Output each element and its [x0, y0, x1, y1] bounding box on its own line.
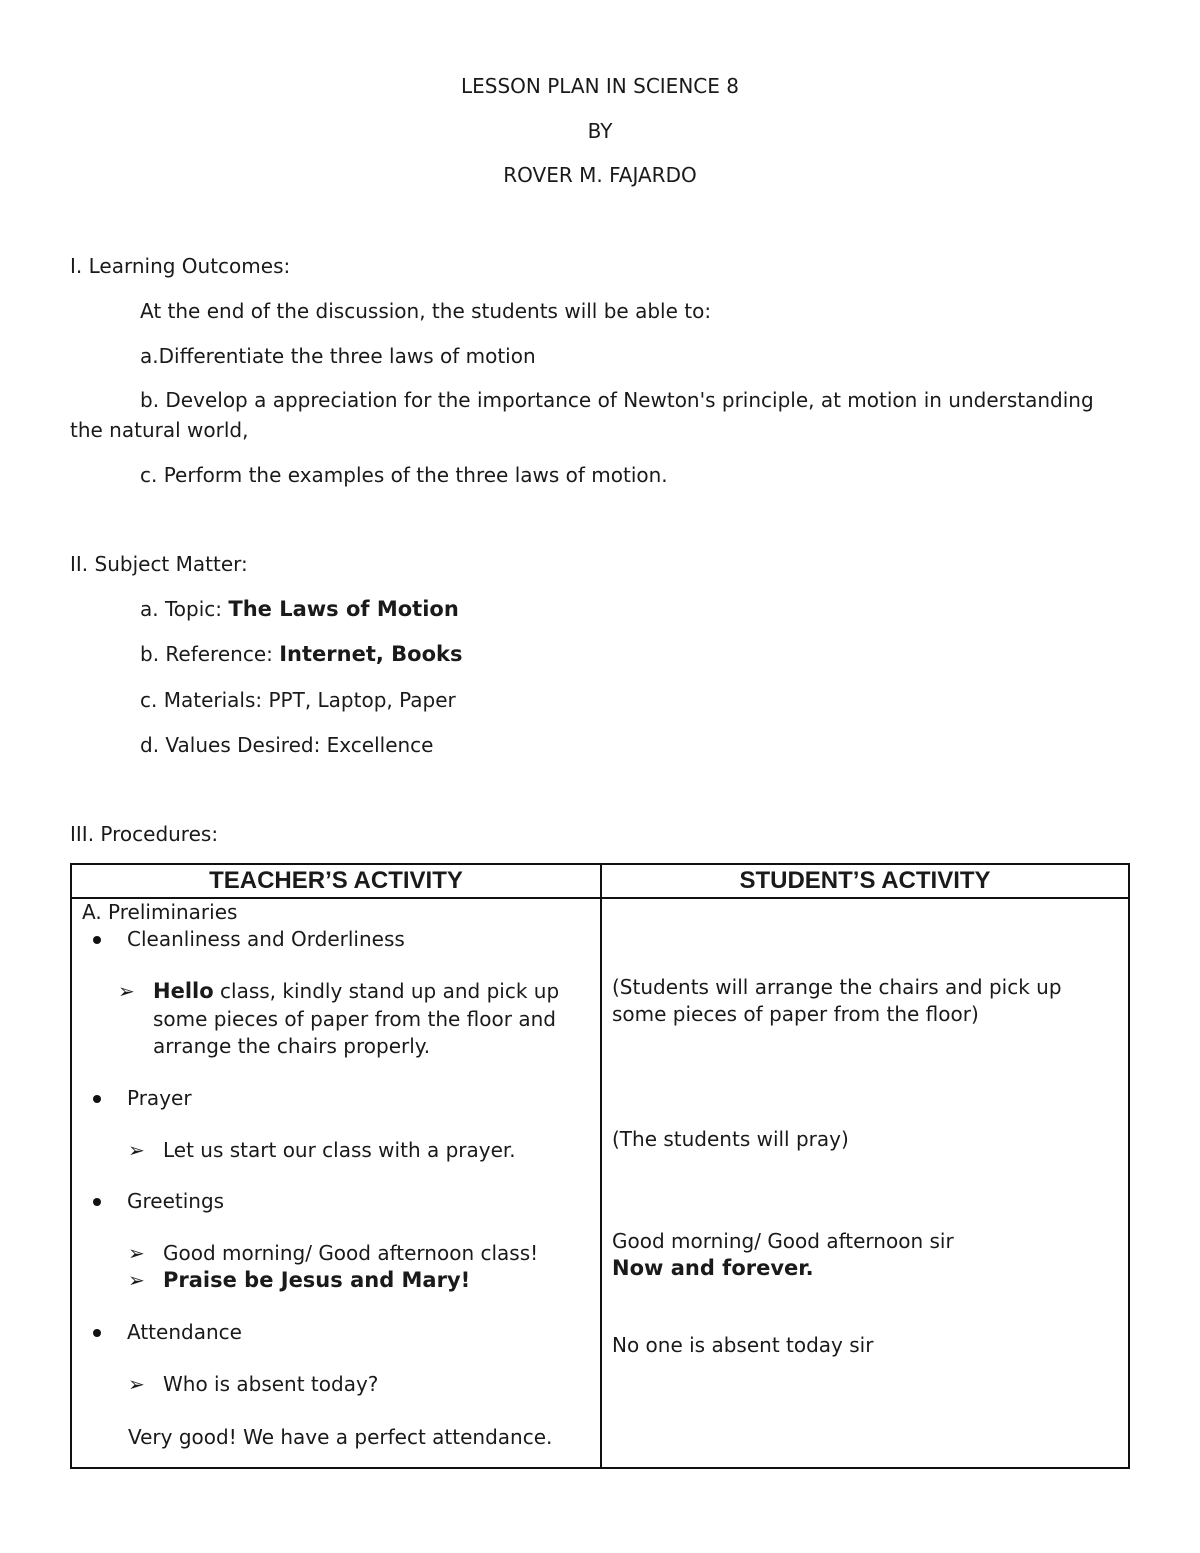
prayer-instruction: Let us start our class with a prayer. [163, 1138, 516, 1162]
hello-rest: class, kindly stand up and pick up [213, 979, 560, 1003]
student-arrange-line2: some pieces of paper from the floor) [612, 1002, 979, 1026]
arrow-bullet-icon: ➢ [128, 1138, 145, 1162]
greeting-instruction-1: Good morning/ Good afternoon class! [163, 1241, 539, 1265]
outcome-b-line1: b. Develop a appreciation for the importance of Newton's principle, at motion in understanding [140, 388, 1094, 412]
arrow-bullet-icon: ➢ [128, 1372, 145, 1396]
student-greet-line1: Good morning/ Good afternoon sir [612, 1229, 954, 1253]
hello-line2: some pieces of paper from the floor and [153, 1007, 556, 1031]
bullet-icon [93, 1329, 101, 1337]
student-greet-line2: Now and forever. [612, 1256, 814, 1280]
outcome-c: c. Perform the examples of the three laws of motion. [140, 463, 668, 487]
teacher-activity-cell [71, 898, 601, 1468]
document-title: LESSON PLAN IN SCIENCE 8 [461, 74, 739, 98]
prayer-item: Prayer [127, 1086, 192, 1110]
topic-line [140, 597, 459, 621]
reference-label: b. Reference: [140, 642, 280, 666]
bullet-icon [93, 936, 101, 944]
topic-label: a. Topic: [140, 597, 229, 621]
bullet-icon [93, 1198, 101, 1206]
greeting-instruction-2: Praise be Jesus and Mary! [163, 1268, 471, 1292]
student-arrange-line1: (Students will arrange the chairs and pick up [612, 975, 1062, 999]
bullet-icon [93, 1095, 101, 1103]
student-activity-cell [601, 898, 1129, 1468]
student-activity-header: STUDENT’S ACTIVITY [601, 864, 1129, 898]
reference-value: Internet, Books [279, 642, 463, 666]
reference-line [140, 642, 462, 666]
materials-line: c. Materials: PPT, Laptop, Paper [140, 688, 456, 712]
preliminaries-label: A. Preliminaries [82, 900, 238, 924]
outcome-a: a.Differentiate the three laws of motion [140, 344, 536, 368]
greetings-item: Greetings [127, 1189, 225, 1213]
values-line: d. Values Desired: Excellence [140, 733, 434, 757]
student-absent-reply: No one is absent today sir [612, 1333, 874, 1357]
section-learning-outcomes-heading: I. Learning Outcomes: [70, 254, 291, 278]
hello-line1 [153, 978, 559, 1005]
section-subject-matter-heading: II. Subject Matter: [70, 552, 248, 576]
attendance-item: Attendance [127, 1320, 242, 1344]
author-name: ROVER M. FAJARDO [503, 163, 697, 187]
arrow-bullet-icon: ➢ [128, 1241, 145, 1265]
arrow-bullet-icon: ➢ [128, 1268, 145, 1292]
attendance-question: Who is absent today? [163, 1372, 379, 1396]
arrow-bullet-icon: ➢ [118, 979, 135, 1003]
by-line: BY [587, 119, 613, 143]
attendance-closing: Very good! We have a perfect attendance. [128, 1425, 553, 1449]
hello-line3: arrange the chairs properly. [153, 1034, 431, 1058]
outcomes-intro: At the end of the discussion, the students will be able to: [140, 299, 712, 323]
teacher-activity-header: TEACHER’S ACTIVITY [71, 864, 601, 898]
outcome-b-line2: the natural world, [70, 418, 249, 442]
topic-value: The Laws of Motion [228, 597, 459, 621]
cleanliness-item: Cleanliness and Orderliness [127, 927, 405, 951]
hello-bold: Hello [153, 979, 214, 1003]
section-procedures-heading: III. Procedures: [70, 822, 219, 846]
procedures-table [70, 863, 1130, 1469]
student-pray: (The students will pray) [612, 1127, 849, 1151]
